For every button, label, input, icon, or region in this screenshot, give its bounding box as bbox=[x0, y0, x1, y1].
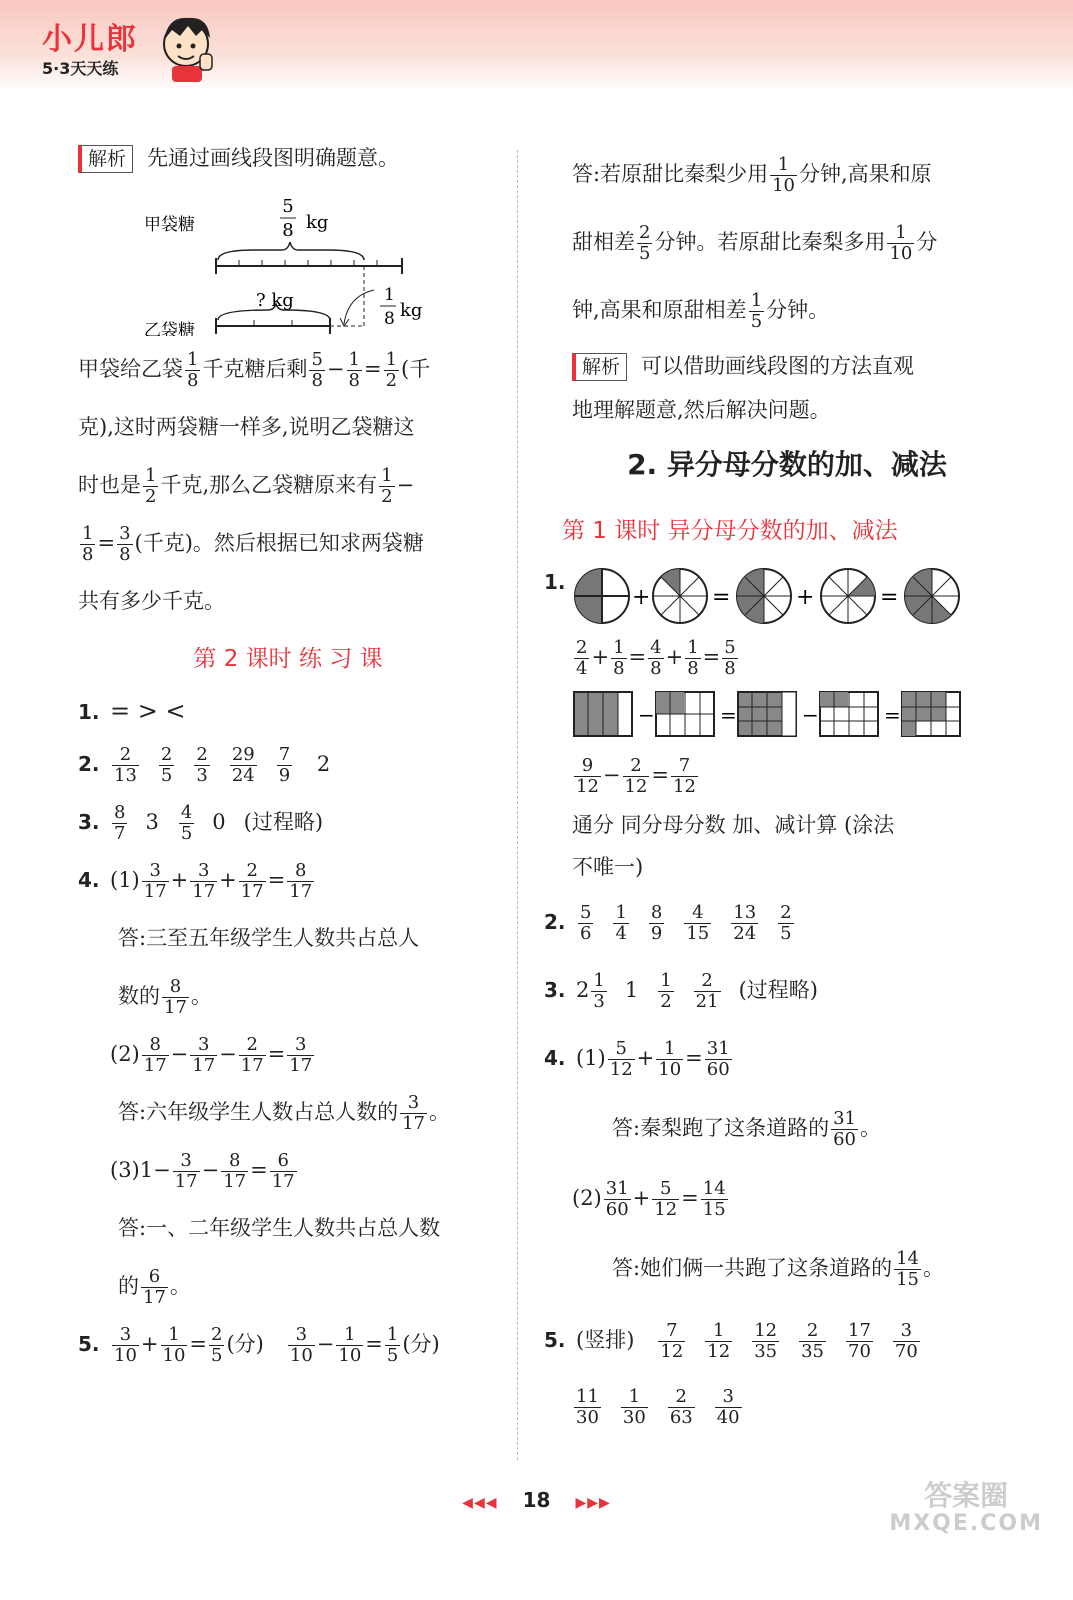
q4-answer-1b: 数的 $\frac{8}{17}$ 。 bbox=[118, 976, 212, 1018]
explanation-line-5: 共有多少千克。 bbox=[78, 589, 225, 613]
analysis-text: 先通过画线段图明确题意。 bbox=[147, 146, 400, 170]
bag-b-label: 乙袋糖 bbox=[144, 321, 195, 336]
q4-answer-2: 答:六年级学生人数占总人数的 $\frac{3}{17}$ 。 bbox=[118, 1092, 450, 1134]
brand-name: 小儿郎 bbox=[42, 22, 138, 57]
line-segment-diagram bbox=[78, 186, 498, 336]
svg-text:kg: kg bbox=[306, 212, 329, 233]
analysis-2-line-2: 地理解题意,然后解决问题。 bbox=[572, 398, 831, 422]
q4-answer-2: 答:她们俩一共跑了这条道路的 $\frac{14}{15}$ 。 bbox=[612, 1248, 944, 1290]
q1-answer: 1. = > < bbox=[78, 697, 186, 725]
column-divider bbox=[517, 150, 518, 1460]
svg-text:=: = bbox=[712, 585, 731, 610]
q1-note-1: 通分 同分母分数 加、减计算 (涂法 bbox=[572, 813, 895, 837]
q1-note-2: 不唯一) bbox=[572, 855, 644, 879]
q4-answer-3b: 的 $\frac{6}{17}$ 。 bbox=[118, 1266, 191, 1308]
answer-line-1: 答:若原甜比秦梨少用 $\frac{1}{10}$ 分钟,高果和原 bbox=[572, 154, 932, 196]
q5-answer: 5. $\frac{3}{10}$ + $\frac{1}{10}$ = $\frac{2}{5}$ (分) $\frac{3}{10}$ − $\frac{1}{10}$ = $\frac{1}{5}$ (分) bbox=[78, 1324, 440, 1366]
svg-text:=: = bbox=[884, 703, 901, 727]
svg-text:=: = bbox=[720, 703, 737, 727]
svg-text:+: + bbox=[632, 585, 651, 610]
svg-text:? kg: ? kg bbox=[256, 290, 294, 311]
analysis-tag: 解析 bbox=[572, 353, 627, 381]
series-name: 5·3天天练 bbox=[42, 59, 119, 78]
explanation-line-4: $\frac{1}{8}$ = $\frac{3}{8}$ (千克)。然后根据已知求两袋糖 bbox=[82, 523, 424, 565]
q3-answer: 3. $\frac{8}{7}$ 3 $\frac{4}{5}$ 0 (过程略) bbox=[78, 802, 324, 844]
section-title-lesson-2: 第 2 课时 练 习 课 bbox=[193, 646, 383, 672]
right-arrows-icon: ▶▶▶ bbox=[575, 1495, 611, 1511]
section-title-lesson-1: 第 1 课时 异分母分数的加、减法 bbox=[562, 518, 898, 544]
bag-a-label: 甲袋糖 bbox=[144, 215, 195, 235]
q4-part2: (2) $\frac{8}{17}$ − $\frac{3}{17}$ − $\frac{2}{17}$ = $\frac{3}{17}$ bbox=[110, 1034, 313, 1076]
explanation-line-1: 甲袋给乙袋 $\frac{1}{8}$ 千克糖后剩 $\frac{5}{8}$ − $\frac{1}{8}$ = $\frac{1}{2}$ (千 bbox=[78, 349, 431, 391]
fraction-rectangles bbox=[572, 686, 992, 742]
q1-circle-diagrams: 1. + = + = bbox=[544, 564, 1002, 628]
svg-text:1: 1 bbox=[384, 285, 395, 305]
q4-answer-3a: 答:一、二年级学生人数共占总人数 bbox=[118, 1216, 441, 1240]
brand-logo bbox=[42, 14, 138, 79]
q5-answer-row-1: 5. (竖排) $\frac{7}{12}$ $\frac{1}{12}$ $\frac{12}{35}$ $\frac{2}{35}$ $\frac{17}{70}$ $\frac{3}{70}$ bbox=[544, 1320, 918, 1362]
left-arrows-icon: ◀◀◀ bbox=[462, 1495, 498, 1511]
svg-text:=: = bbox=[880, 585, 899, 610]
svg-text:5: 5 bbox=[282, 196, 294, 217]
analysis-2: 解析 可以借助画线段图的方法直观 bbox=[572, 344, 1002, 388]
analysis-1 bbox=[78, 130, 498, 186]
chapter-title: 2. 异分母分数的加、减法 bbox=[627, 448, 947, 481]
q4-part3: (3)1− $\frac{3}{17}$ − $\frac{8}{17}$ = $\frac{6}{17}$ bbox=[110, 1150, 295, 1192]
fraction-circles bbox=[572, 564, 992, 628]
svg-text:−: − bbox=[638, 703, 655, 727]
q4-answer-1: 答:秦梨跑了这条道路的 $\frac{31}{60}$ 。 bbox=[612, 1108, 881, 1150]
q4-part2: (2) $\frac{31}{60}$ + $\frac{5}{12}$ = $\frac{14}{15}$ bbox=[572, 1178, 726, 1220]
q3-answer: 3. 2 $\frac{1}{3}$ 1 $\frac{1}{2}$ $\frac{2}{21}$ (过程略) bbox=[544, 970, 818, 1012]
svg-text:kg: kg bbox=[400, 300, 423, 321]
q4-part1: 4. (1) $\frac{5}{12}$ + $\frac{1}{10}$ = $\frac{31}{60}$ bbox=[544, 1038, 730, 1080]
svg-text:+: + bbox=[796, 585, 815, 610]
mascot-illustration bbox=[158, 10, 218, 82]
answer-line-2: 甜相差 $\frac{2}{5}$ 分钟。若原甜比秦梨多用 $\frac{1}{10}$ 分 bbox=[572, 222, 938, 264]
right-column bbox=[544, 140, 1002, 1436]
explanation-line-2: 克),这时两袋糖一样多,说明乙袋糖这 bbox=[78, 415, 415, 439]
left-column bbox=[78, 130, 498, 1373]
watermark: 答案圈 MXQE.COM bbox=[889, 1479, 1043, 1536]
page-header bbox=[0, 0, 1073, 92]
answer-line-3: 钟,高果和原甜相差 $\frac{1}{5}$ 分钟。 bbox=[572, 290, 830, 332]
analysis-tag: 解析 bbox=[78, 145, 133, 173]
q2-answer: 2. $\frac{5}{6}$ $\frac{1}{4}$ $\frac{8}{9}$ $\frac{4}{15}$ $\frac{13}{24}$ $\frac{2}{5}$ bbox=[544, 902, 792, 944]
page-number: 18 bbox=[522, 1488, 551, 1512]
q2-answer: 2. $\frac{2}{13}$ $\frac{2}{5}$ $\frac{2}{3}$ $\frac{29}{24}$ $\frac{7}{9}$ 2 bbox=[78, 744, 331, 786]
svg-text:8: 8 bbox=[282, 220, 294, 241]
q4-answer-1a: 答:三至五年级学生人数共占总人 bbox=[118, 926, 420, 950]
q4-part1: 4. (1) $\frac{3}{17}$ + $\frac{3}{17}$ + $\frac{2}{17}$ = $\frac{8}{17}$ bbox=[78, 860, 313, 902]
svg-text:8: 8 bbox=[384, 309, 395, 329]
q1-equation-2: $\frac{9}{12}$ − $\frac{2}{12}$ = $\frac{7}{12}$ bbox=[576, 755, 696, 797]
q1-equation-1: $\frac{2}{4}$ + $\frac{1}{8}$ = $\frac{4}{8}$ + $\frac{1}{8}$ = $\frac{5}{8}$ bbox=[576, 637, 736, 679]
q5-answer-row-2: $\frac{11}{30}$ $\frac{1}{30}$ $\frac{2}{63}$ $\frac{3}{40}$ bbox=[576, 1386, 740, 1428]
explanation-line-3: 时也是 $\frac{1}{2}$ 千克,那么乙袋糖原来有 $\frac{1}{2}$ − bbox=[78, 465, 415, 507]
svg-text:−: − bbox=[802, 703, 819, 727]
